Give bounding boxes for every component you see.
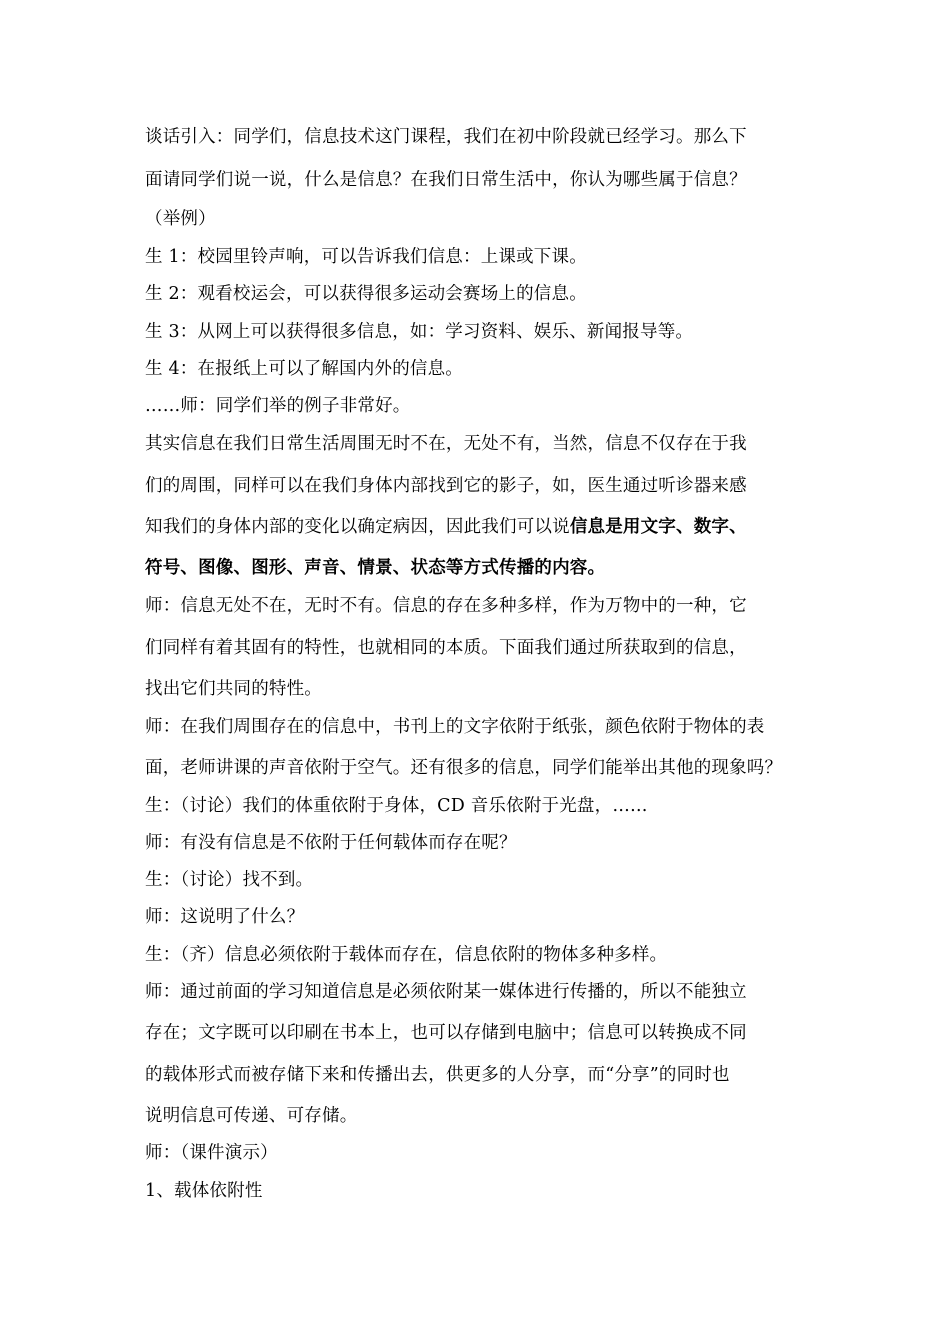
definition-emphasis-line: 符号、图像、图形、声音、情景、状态等方式传播的内容。 [145, 558, 606, 578]
paragraph-line: 谈话引入：同学们，信息技术这门课程，我们在初中阶段就已经学习。那么下 [145, 127, 747, 147]
paragraph-line: 师：通过前面的学习知道信息是必须依附某一媒体进行传播的，所以不能独立 [145, 982, 747, 1002]
paragraph-line: 生 2：观看校运会，可以获得很多运动会赛场上的信息。 [145, 284, 587, 304]
paragraph-line: 师：信息无处不在，无时不有。信息的存在多种多样，作为万物中的一种，它 [145, 596, 747, 616]
paragraph-line: 面请同学们说一说，什么是信息？在我们日常生活中，你认为哪些属于信息？ [145, 170, 747, 190]
paragraph-line: 师：这说明了什么？ [145, 907, 305, 927]
paragraph-line: 们的周围，同样可以在我们身体内部找到它的影子，如，医生通过听诊器来感 [145, 476, 747, 496]
paragraph-line: 面，老师讲课的声音依附于空气。还有很多的信息，同学们能举出其他的现象吗？ [145, 758, 783, 778]
paragraph-line: 生 4：在报纸上可以了解国内外的信息。 [145, 359, 463, 379]
section-heading: 1、载体依附性 [145, 1181, 263, 1201]
paragraph-line: 生：（讨论）找不到。 [145, 870, 314, 890]
definition-emphasis: 信息是用文字、数字、 [569, 517, 747, 537]
paragraph-line: 其实信息在我们日常生活周围无时不在，无处不有，当然，信息不仅存在于我 [145, 434, 747, 454]
paragraph-line: ……师：同学们举的例子非常好。 [145, 396, 411, 416]
paragraph-line: （举例） [145, 209, 216, 229]
paragraph-line: 师：在我们周围存在的信息中，书刊上的文字依附于纸张，颜色依附于物体的表 [145, 717, 765, 737]
paragraph-line: 生：（齐）信息必须依附于载体而存在，信息依附的物体多种多样。 [145, 945, 668, 965]
paragraph-line: 说明信息可传递、可存储。 [145, 1106, 358, 1126]
paragraph-line: 们同样有着其固有的特性，也就相同的本质。下面我们通过所获取到的信息， [145, 638, 747, 658]
paragraph-line: 存在；文字既可以印刷在书本上，也可以存储到电脑中；信息可以转换成不同 [145, 1023, 747, 1043]
paragraph-line: 师：（课件演示） [145, 1143, 278, 1163]
paragraph-line: 生 3：从网上可以获得很多信息，如：学习资料、娱乐、新闻报导等。 [145, 322, 694, 342]
paragraph-line: 师：有没有信息是不依附于任何载体而存在呢？ [145, 833, 517, 853]
paragraph-line [145, 515, 825, 539]
paragraph-line: 生 1：校园里铃声响，可以告诉我们信息：上课或下课。 [145, 247, 587, 267]
paragraph-line: 的载体形式而被存储下来和传播出去，供更多的人分享，而“分享”的同时也 [145, 1065, 730, 1085]
paragraph-line: 生：（讨论）我们的体重依附于身体，CD 音乐依附于光盘，…… [145, 796, 648, 816]
paragraph-line: 找出它们共同的特性。 [145, 679, 322, 699]
paragraph-text: 知我们的身体内部的变化以确定病因，因此我们可以说 [145, 517, 570, 537]
